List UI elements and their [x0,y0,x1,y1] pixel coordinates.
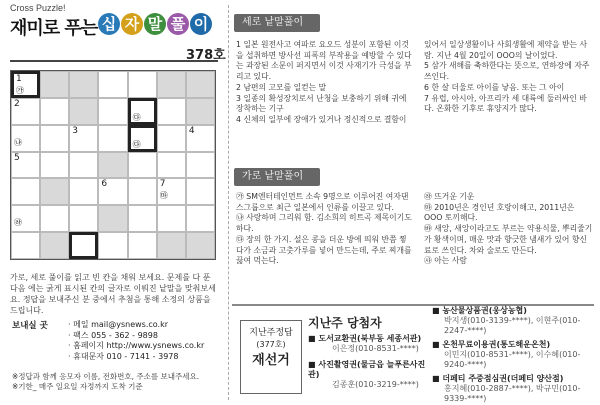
grid-cell[interactable] [11,71,40,98]
grid-cell [186,232,215,259]
last-answer: 재선거 [252,353,290,368]
clue: 7 유럽, 아시아, 아프리카 세 대륙에 둘러싸인 바다. 온화한 기후로 휴양지가 많다. [424,93,587,114]
cell-number: 1 [16,74,22,84]
winner-name: 이민지(010-8531-****), 이수혜(010-9240-****) [444,350,581,369]
grid-cell[interactable] [128,232,157,259]
grid-cell[interactable] [128,125,157,152]
contact-phone: · 휴대문자 010 - 7141 - 3978 [68,351,179,361]
grid-cell [40,71,69,98]
winners-right [432,306,598,404]
grid-cell[interactable] [157,152,186,179]
grid-cell[interactable] [157,98,186,125]
grid-cell[interactable] [157,178,186,205]
clue: ㉲ 2010년은 경인년 호랑이해고, 2011년은 OOO 토끼해다. [424,202,575,223]
prize-shop: ■ 더페티 주중점심권(더페티 양산점) [432,374,564,383]
cell-marker: ㉮ [16,86,24,95]
vertical-heading: 세로 낱말풀이 [234,14,320,32]
issue-number: 378호 [186,48,226,63]
winners-left [308,334,428,390]
grid-cell[interactable] [98,71,127,98]
grid-cell[interactable] [157,125,186,152]
grid-cell[interactable] [11,205,40,232]
prize-shop: ■ 사진촬영권(물금읍 늘푸른사진관) [308,360,426,379]
winner-name: 박지생(010-3139-****), 이현주(010-2247-****) [444,316,581,335]
clue: 있어서 일상생활이나 사회생활에 제약을 받는 사람. 지난 4월 20일이 OOO의 날이었다. [424,40,588,60]
grid-cell[interactable] [128,98,157,125]
clue: ㉰ 장의 한 가지. 설은 콩을 더운 방에 띄워 반쯤 찧다가 소금과 고춧가루를 넣어 만드는데, 주로 찌개를 끓여 먹는다. [236,234,412,266]
grid-cell[interactable] [98,178,127,205]
contact-web[interactable]: · 홈페이지 http://www.ysnews.co.kr [68,341,205,350]
horizontal-heading: 가로 낱말풀이 [234,168,320,186]
brand-small: Cross Puzzle! [10,3,66,13]
last-answer-box [240,320,302,394]
title-char: 말 [144,13,166,35]
grid-cell [186,71,215,98]
grid-cell[interactable] [128,71,157,98]
cell-number: 7 [159,179,166,190]
grid-cell[interactable] [98,98,127,125]
grid-cell[interactable] [11,178,40,205]
clue: ㉮ SM엔터테인먼트 소속 9명으로 이루어진 여자댄스그룹으로 최근 일본에서 인류를 이끌고 있다. [236,192,409,212]
grid-cell[interactable] [11,98,40,125]
header-divider [10,60,218,62]
prize-shop: ■ 농산물상품권(웅상농협) [432,306,527,315]
contact-email[interactable]: · 메일 mail@ysnews.co.kr [68,320,168,329]
vertical-clues-left [236,40,412,126]
winner-name: 이은정(010-8531-****) [332,344,419,353]
grid-cell [40,178,69,205]
brand-main: 재미로 푸는 [10,18,98,39]
winners-heading: 지난주 당첨자 [308,316,382,330]
grid-cell [98,205,127,232]
title-char: 자 [121,13,143,35]
cell-marker: ㉱ [14,218,22,228]
cell-number: 3 [72,125,79,136]
contact-info [68,320,204,362]
grid-cell[interactable] [40,205,69,232]
clue: ㉳ 새앙, 새앙이라고도 부르는 약용식물, 뿌리줄기가 황색이며, 매운 맛과 향긋한 냄새가 있어 향신료로 쓰인다. 차와 술로도 만든다. [424,224,593,255]
send-label: 보내실 곳 [12,321,48,331]
grid-cell [157,71,186,98]
note-line: ※정답과 함께 응모자 이름, 전화번호, 주소를 보내주세요. [12,372,200,381]
clue: 2 남편의 고모를 일컫는 말 [236,82,327,92]
cell-number: 2 [14,98,20,109]
winner-name: 김종훈(010-3219-****) [332,380,419,389]
grid-cell[interactable] [128,178,157,205]
cell-number: 5 [14,152,20,163]
grid-cell[interactable] [186,125,215,152]
grid-cell[interactable] [11,125,40,152]
last-answer-issue: (377호) [256,340,286,349]
horizontal-clues-right [424,192,594,267]
clue: 5 삼가 새해를 축하한다는 뜻으로, 연하장에 자주 쓰인다. [424,61,590,82]
column-divider [228,5,229,400]
grid-cell[interactable] [69,178,98,205]
horizontal-clues-left [236,192,412,267]
grid-cell[interactable] [69,205,98,232]
last-answer-title: 지난주정답 [249,328,293,338]
prize-shop: ■ 온천무료이용권(통도해운온천) [432,340,551,349]
note-line: ※기한_ 매주 일요일 자정까지 도착 기준 [12,382,143,391]
grid-cell[interactable] [128,152,157,179]
cell-marker: ㉰ [132,112,141,122]
grid-cell[interactable] [128,205,157,232]
title-char: 이 [190,13,212,35]
clue: ㉴ 아는 사람 [424,256,467,266]
grid-cell [157,232,186,259]
grid-cell[interactable] [40,125,69,152]
grid-cell[interactable] [69,125,98,152]
prize-shop: ■ 도서교환권(북부동 세종서관) [308,334,422,343]
grid-cell[interactable] [98,232,127,259]
cell-number: 6 [101,179,108,190]
grid-cell[interactable] [40,152,69,179]
clue: ㉯ 사랑하며 그리워 함. 김소희의 히트곡 제목이기도 하다. [236,213,412,234]
title-logo [98,13,213,35]
grid-cell [186,98,215,125]
grid-cell[interactable] [186,205,215,232]
grid-cell[interactable] [186,152,215,179]
instructions: 가로, 세로 풀이를 읽고 빈 칸을 채워 보세요. 문제를 다 푼 다음 에는 굵게 표시된 칸의 글자로 이뤄진 낱말을 맞춰보세요. 정답을 보내주신 분 중에서 추첨을 통해 소정의 상품을 드립니다. [10,273,216,315]
cell-marker: ㉲ [159,191,168,201]
cell-marker: ㉯ [14,137,22,147]
grid-cell [40,232,69,259]
crossword-grid [10,70,216,260]
grid-cell[interactable] [11,232,40,259]
clue: ㉱ 뜨거운 기운 [424,192,475,201]
grid-cell[interactable] [186,178,215,205]
grid-cell[interactable] [69,152,98,179]
clue: 3 일종의 확성장치로서 난청을 보충하기 위해 귀에 장착하는 기구 [236,93,407,114]
clue: 1 일본 원전사고 여파로 요오드 성분이 포함된 이것을 섭취하면 방사선 피폭의 부작용을 예방할 수 있다는 과장된 소문이 퍼지면서 이것 사재기가 극성을 부리고 있다. [236,40,412,82]
notes [12,372,199,392]
grid-cell [98,152,127,179]
grid-cell [69,71,98,98]
cell-marker: ㉰ [132,139,141,149]
grid-cell[interactable] [69,232,98,259]
vertical-clues-right [424,40,594,115]
grid-cell[interactable] [157,205,186,232]
clue: 4 신체의 일부에 장애가 있거나 정신적으로 결함이 [236,114,407,124]
cell-number: 4 [188,125,195,136]
winner-name: 홍지혜(010-2887-****), 박규민(010-9339-****) [444,384,581,403]
clue: 6 한 살 더울로 아이를 낳음. 또는 그 아이 [424,82,565,92]
grid-cell [69,98,98,125]
grid-cell[interactable] [11,152,40,179]
grid-cell[interactable] [40,98,69,125]
title-char: 십 [98,13,120,35]
grid-cell[interactable] [98,125,127,152]
title-char: 풀 [167,13,189,35]
contact-fax: · 팩스 055 - 362 - 9898 [68,330,158,340]
